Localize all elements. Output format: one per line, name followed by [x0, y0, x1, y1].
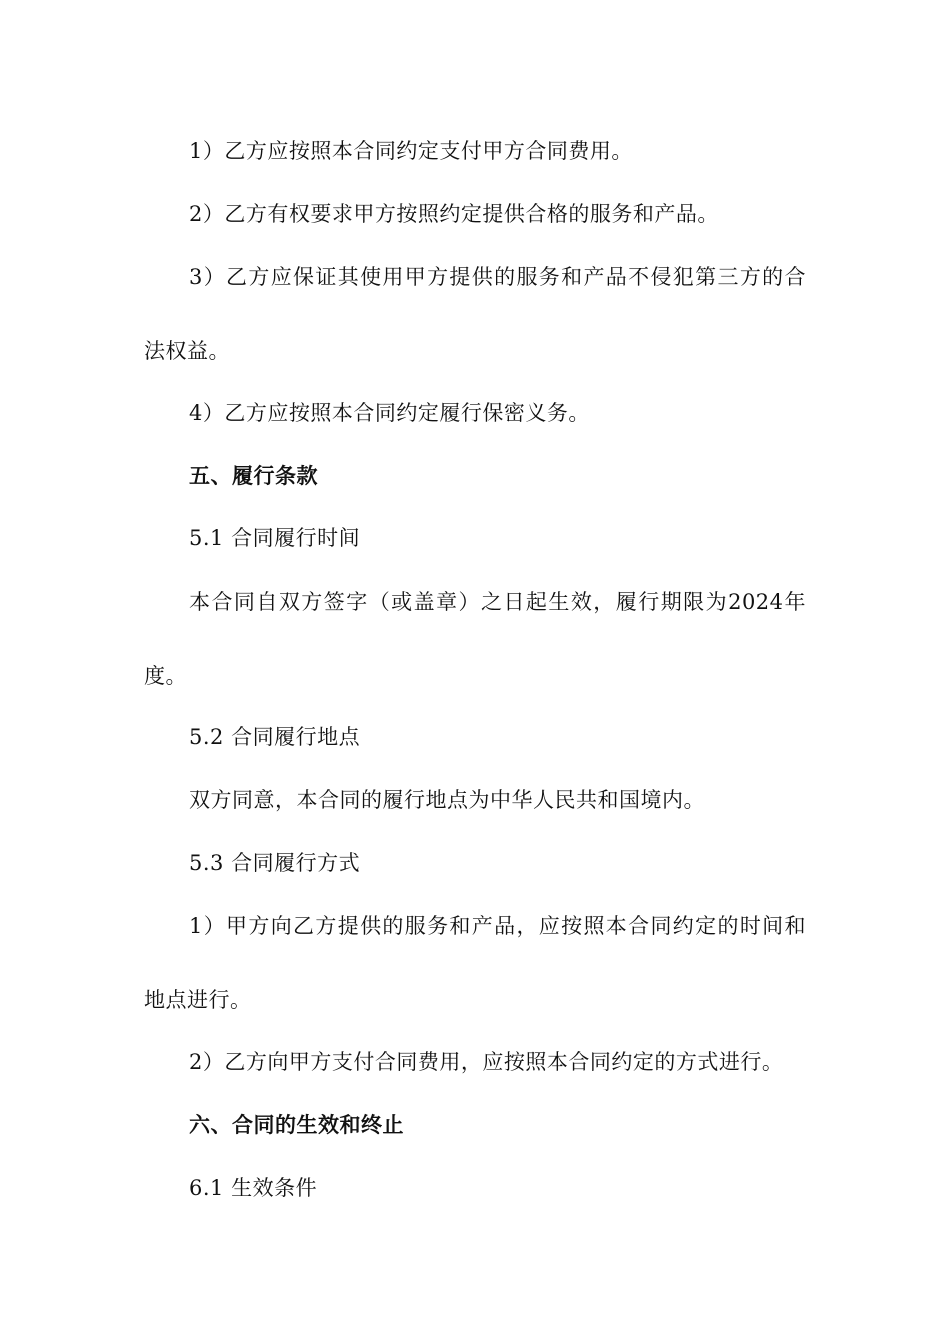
paragraph-line: 4）乙方应按照本合同约定履行保密义务。 [189, 401, 590, 425]
paragraph-line: 1）乙方应按照本合同约定支付甲方合同费用。 [189, 139, 633, 163]
paragraph-line: 3）乙方应保证其使用甲方提供的服务和产品不侵犯第三方的合 [189, 265, 806, 289]
section-heading: 五、履行条款 [189, 463, 318, 488]
paragraph-line: 2）乙方有权要求甲方按照约定提供合格的服务和产品。 [189, 202, 719, 226]
paragraph-line: 地点进行。 [144, 988, 252, 1012]
paragraph-line: 度。 [144, 664, 187, 688]
paragraph-line: 2）乙方向甲方支付合同费用，应按照本合同约定的方式进行。 [189, 1050, 784, 1074]
section-heading: 六、合同的生效和终止 [189, 1112, 404, 1137]
subsection-heading: 5.3 合同履行方式 [189, 851, 361, 875]
paragraph-line: 本合同自双方签字（或盖章）之日起生效，履行期限为2024年 [189, 590, 806, 614]
paragraph-line: 法权益。 [144, 339, 230, 363]
subsection-heading: 6.1 生效条件 [189, 1176, 318, 1200]
paragraph-line: 1）甲方向乙方提供的服务和产品，应按照本合同约定的时间和 [189, 914, 806, 938]
paragraph-line: 双方同意，本合同的履行地点为中华人民共和国境内。 [189, 788, 705, 812]
subsection-heading: 5.1 合同履行时间 [189, 526, 361, 550]
subsection-heading: 5.2 合同履行地点 [189, 725, 361, 749]
